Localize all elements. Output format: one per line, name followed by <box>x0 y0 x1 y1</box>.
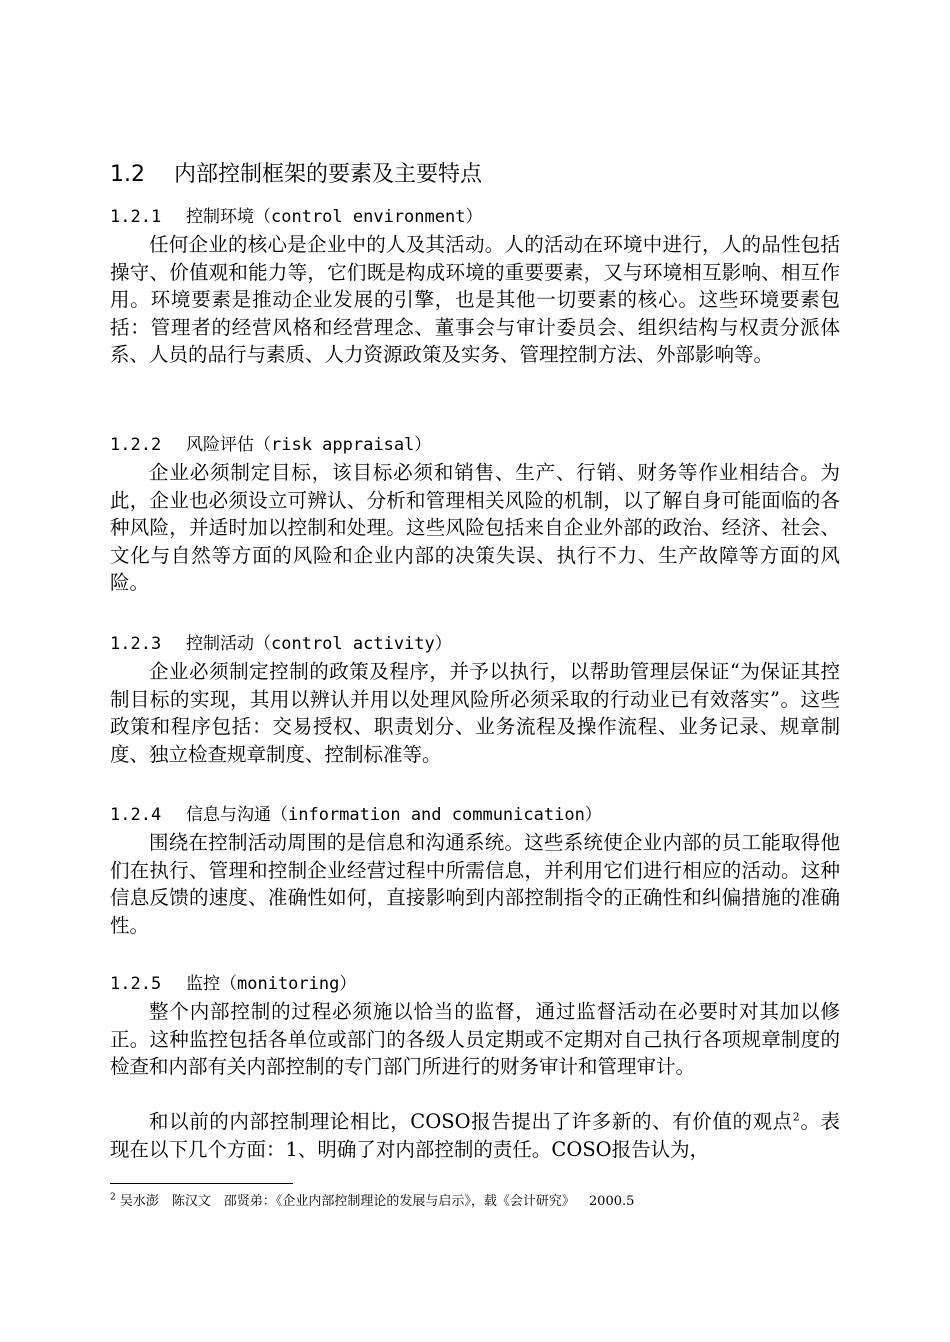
closing-text-after-note: 。表现在以下几个方面：1、明确了对内部控制的责任。COSO报告认为， <box>110 1110 840 1161</box>
subsection-title: 控制活动（control activity） <box>186 634 452 654</box>
footnote <box>110 1193 634 1211</box>
section-title: 内部控制框架的要素及主要特点 <box>174 162 483 187</box>
body-paragraph: 任何企业的核心是企业中的人及其活动。人的活动在环境中进行，人的品性包括操守、价值观和能力等，它们既是构成环境的重要要素，又与环境相互影响、相互作用。环境要素是推动企业发展的引擎，也是其他一切要素的核心。这些环境要素包括：管理者的经营风格和经营理念、董事会与审计委员会、组织结构与权责分派体系、人员的品行与素质、人力资源政策及实务、管理控制方法、外部影响等。 <box>110 233 840 366</box>
section-heading <box>110 160 482 190</box>
section-number: 1.2 <box>110 162 145 187</box>
subsection-number: 1.2.2 <box>110 435 162 455</box>
footnote-source: 《企业内部控制理论的发展与启示》，载《会计研究》 <box>275 1194 575 1209</box>
subsection-title: 监控（monitoring） <box>186 974 357 994</box>
body-paragraph: 企业必须制定控制的政策及程序，并予以执行，以帮助管理层保证“为保证其控制目标的实现，其用以辨认并用以处理风险所必须采取的行动业已有效落实”。这些政策和程序包括：交易授权、职责划分、业务流程及操作流程、业务记录、规章制度、独立检查规章制度、控制标准等。 <box>110 660 840 766</box>
subsection-title: 信息与沟通（information and communication） <box>186 805 602 825</box>
subsection-title: 风险评估（risk appraisal） <box>186 435 432 455</box>
subsection-heading <box>110 432 431 458</box>
subsection-title: 控制环境（control environment） <box>186 207 483 227</box>
footnote-mark: 2 <box>110 1192 116 1203</box>
footnote-separator <box>110 1183 293 1184</box>
body-paragraph: 企业必须制定目标，该目标必须和销售、生产、行销、财务等作业相结合。为此，企业也必须设立可辨认、分析和管理相关风险的机制，以了解自身可能面临的各种风险，并适时加以控制和处理。这些风险包括来自企业外部的政治、经济、社会、文化与自然等方面的风险和企业内部的决策失误、执行不力、生产故障等方面的风险。 <box>110 461 840 594</box>
closing-paragraph <box>110 1108 840 1163</box>
body-paragraph: 围绕在控制活动周围的是信息和沟通系统。这些系统使企业内部的员工能取得他们在执行、管理和控制企业经营过程中所需信息，并利用它们进行相应的活动。这种信息反馈的速度、准确性如何，直接影响到内部控制指令的正确性和纠偏措施的准确性。 <box>110 831 840 937</box>
subsection-number: 1.2.3 <box>110 634 162 654</box>
footnote-authors: 吴水澎 陈汉文 邵贤弟： <box>119 1194 276 1209</box>
closing-text-before-note: 和以前的内部控制理论相比，COSO报告提出了许多新的、有价值的观点 <box>149 1110 793 1133</box>
footnote-reference: 2 <box>792 1110 800 1124</box>
subsection-heading <box>110 631 452 657</box>
subsection-heading <box>110 971 356 997</box>
subsection-number: 1.2.1 <box>110 207 162 227</box>
subsection-heading <box>110 802 602 828</box>
footnote-year: 2000.5 <box>588 1194 635 1209</box>
subsection-heading <box>110 204 482 230</box>
body-paragraph: 整个内部控制的过程必须施以恰当的监督，通过监督活动在必要时对其加以修正。这种监控包括各单位或部门的各级人员定期或不定期对自己执行各项规章制度的检查和内部有关内部控制的专门部门所进行的财务审计和管理审计。 <box>110 1000 840 1078</box>
subsection-number: 1.2.4 <box>110 805 162 825</box>
subsection-number: 1.2.5 <box>110 974 162 994</box>
